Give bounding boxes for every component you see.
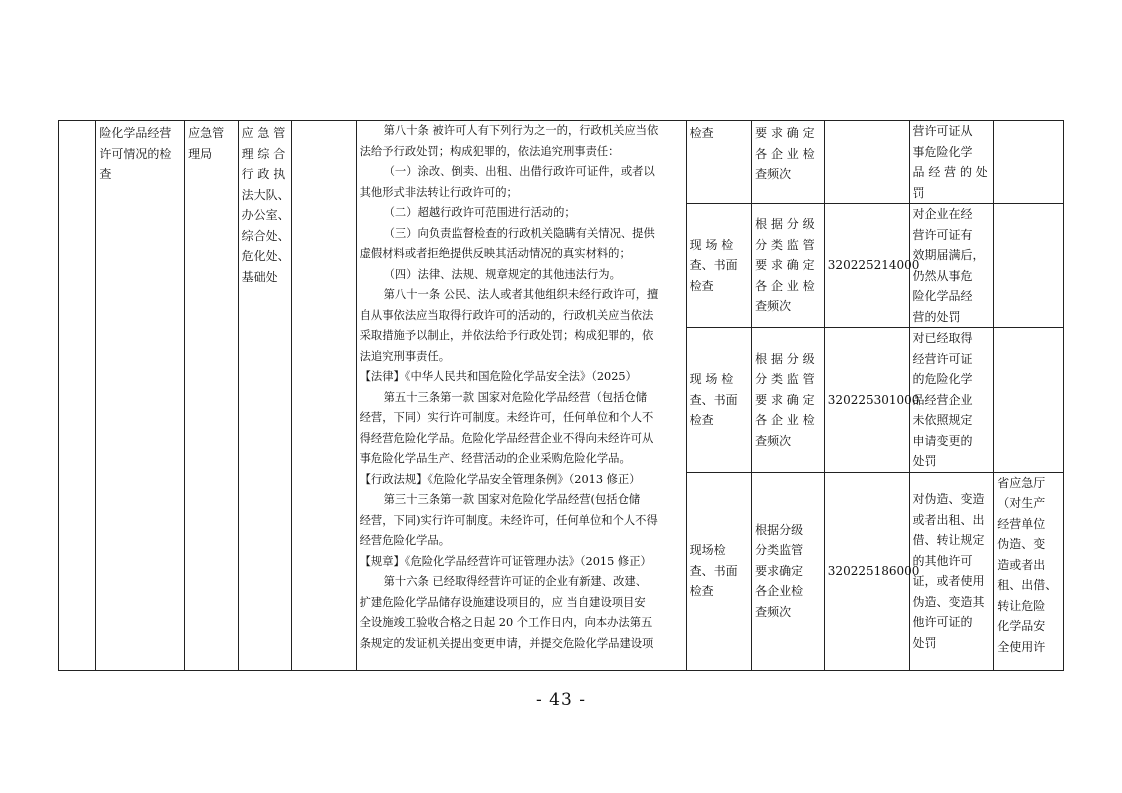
department-line: 理局 <box>188 146 213 161</box>
basis-paragraph: （一）涂改、倒卖、出租、出借行政许可证件，或者以 <box>383 165 655 178</box>
frequency-line: 分 类 监 管 <box>755 237 815 252</box>
check-method-line: 检查 <box>689 278 714 293</box>
matter-line: 对伪造、变造 <box>912 492 985 506</box>
office-line: 危化处、 <box>241 249 290 263</box>
frequency-line: 查频次 <box>755 433 792 448</box>
matter-line: 仍然从事危 <box>912 268 973 283</box>
code-cell <box>824 121 909 204</box>
frequency-cell <box>752 204 825 328</box>
matter-line: 未依照规定 <box>912 413 973 427</box>
basis-paragraph: 扩建危险化学品储存设施建设项目的，应 当自建设项目安 <box>359 595 646 609</box>
matter-line: 品经营企业 <box>912 392 973 407</box>
matter-line: 处罚 <box>912 454 937 468</box>
matter-line: 对企业在经 <box>912 207 973 221</box>
basis-heading-law: 【法律】《中华人民共和国危险化学品安全法》（2025） <box>359 370 637 383</box>
page-number: - 43 - <box>536 690 586 710</box>
matter-line: 处罚 <box>912 635 937 650</box>
check-method-line: 检查 <box>689 413 714 427</box>
responsible-line: 省应急厅 <box>997 475 1046 490</box>
basis-heading-regulation: 【行政法规】《危险化学品安全管理条例》（2013 修正） <box>359 472 641 486</box>
frequency-line: 要求确定 <box>755 563 804 578</box>
responsible-line: 全使用许 <box>997 639 1046 654</box>
responsible-line: （对生产 <box>997 496 1046 510</box>
matter-cell <box>909 121 994 204</box>
office-line: 办公室、 <box>241 208 290 222</box>
basis-paragraph: 第八十条 被许可人有下列行为之一的，行政机关应当依 <box>383 124 659 137</box>
responsible-line: 化学品安 <box>997 619 1046 633</box>
frequency-cell <box>752 121 825 204</box>
check-method-line: 查、书面 <box>689 258 738 273</box>
matter-line: 险化学品经 <box>912 289 973 303</box>
legal-basis-cell <box>356 121 686 671</box>
matter-line: 效期届满后， <box>912 248 985 262</box>
responsible-line: 经营单位 <box>997 516 1046 531</box>
matter-line: 的其他许可 <box>912 553 973 568</box>
responsible-line: 伪造、变 <box>997 537 1046 551</box>
frequency-line: 根 据 分 级 <box>755 351 815 366</box>
check-method-line: 检查 <box>689 126 714 140</box>
frequency-line: 各 企 业 检 <box>755 146 815 161</box>
frequency-line: 各 企 业 检 <box>755 278 815 293</box>
frequency-line: 查频次 <box>755 604 792 619</box>
check-method-line: 现 场 检 <box>689 237 734 252</box>
office-line: 行 政 执 <box>241 167 286 181</box>
check-method-line: 查、书面 <box>689 392 738 407</box>
frequency-line: 分 类 监 管 <box>755 372 815 386</box>
matter-line: 伪造、变造其 <box>912 594 985 609</box>
frequency-line: 要 求 确 定 <box>755 258 815 273</box>
basis-paragraph: 经营危险化学品。 <box>359 534 451 547</box>
matter-line: 证，或者使用 <box>912 574 985 588</box>
frequency-line: 根 据 分 级 <box>755 217 815 232</box>
basis-paragraph: 法追究刑事责任。 <box>359 349 451 363</box>
code-cell <box>824 472 920 670</box>
item-name-cell <box>96 121 185 671</box>
matter-cell <box>909 472 994 670</box>
responsible-cell <box>994 328 1064 473</box>
office-line: 基础处 <box>241 269 278 284</box>
responsible-cell <box>994 472 1064 670</box>
table-row <box>59 121 1064 204</box>
basis-paragraph: 事危险化学品生产、经营活动的企业采购危险化学品。 <box>359 452 631 465</box>
check-method-line: 现 场 检 <box>689 372 734 386</box>
responsible-line: 租、出借、 <box>997 578 1058 592</box>
frequency-line: 各企业检 <box>755 584 804 599</box>
basis-paragraph: 法给予行政处罚；构成犯罪的，依法追究刑事责任： <box>359 144 620 158</box>
frequency-line: 各 企 业 检 <box>755 413 815 427</box>
basis-paragraph: （四）法律、法规、规章规定的其他违法行为。 <box>383 267 621 281</box>
responsible-line: 造或者出 <box>997 557 1046 572</box>
frequency-cell <box>752 328 825 473</box>
responsible-line: 转让危险 <box>997 598 1046 613</box>
basis-paragraph: 第三十三条第一款 国家对危险化学品经营(包括仓储 <box>383 493 641 506</box>
matter-line: 营的处罚 <box>912 309 961 324</box>
frequency-line: 要 求 确 定 <box>755 126 815 140</box>
basis-paragraph: 条规定的发证机关提出变更申请，并提交危险化学品建设项 <box>359 636 654 650</box>
basis-paragraph: 第十六条 已经取得经营许可证的企业有新建、改建、 <box>383 575 648 588</box>
item-name-line: 查 <box>99 167 112 181</box>
check-method-line: 现场检 <box>689 543 726 558</box>
matter-line: 申请变更的 <box>912 433 973 448</box>
matter-line: 营许可证有 <box>912 227 973 242</box>
serial-number-cell <box>59 121 96 671</box>
item-name-line: 许可情况的检 <box>99 146 172 161</box>
enforcement-items-table <box>58 120 1064 671</box>
department-line: 应急管 <box>188 126 225 140</box>
basis-paragraph: 得经营危险化学品。危险化学品经营企业不得向未经许可从 <box>359 431 654 445</box>
code-cell <box>824 204 920 328</box>
basis-heading-rule: 【规章】《危险化学品经营许可证管理办法》（2015 修正） <box>359 554 652 568</box>
matter-line: 品 经 营 的 处 <box>912 165 988 179</box>
matter-cell <box>909 328 994 473</box>
basis-paragraph: 第五十三条第一款 国家对危险化学品经营（包括仓储 <box>383 390 648 404</box>
matter-line: 罚 <box>912 185 925 200</box>
code-cell <box>824 328 920 473</box>
basis-paragraph: 自从事依法应当取得行政许可的活动的，行政机关应当依法 <box>359 308 654 322</box>
frequency-cell <box>752 472 825 670</box>
office-line: 综合处、 <box>241 228 290 243</box>
basis-paragraph: 经营，下同)实行许可制度。未经许可，任何单位和个人不得 <box>359 513 658 527</box>
frequency-line: 要 求 确 定 <box>755 392 815 407</box>
code-value: 320225301000 <box>827 392 920 407</box>
basis-paragraph: 第八十一条 公民、法人或者其他组织未经行政许可，擅 <box>383 288 659 301</box>
matter-line: 营许可证从 <box>912 124 973 138</box>
basis-paragraph: 其他形式非法转让行政许可的； <box>359 185 518 199</box>
code-value: 320225214000 <box>827 258 920 273</box>
matter-line: 对已经取得 <box>912 331 973 345</box>
code-value: 320225186000 <box>827 563 920 578</box>
office-line: 法大队、 <box>241 187 290 202</box>
frequency-line: 根据分级 <box>755 522 804 537</box>
check-method-line: 查、书面 <box>689 563 738 578</box>
check-method-cell <box>686 204 752 328</box>
matter-line: 的危险化学 <box>912 372 973 386</box>
check-method-cell <box>686 328 752 473</box>
basis-paragraph: 虚假材料或者拒绝提供反映其活动情况的真实材料的； <box>359 247 631 260</box>
basis-paragraph: （三）向负责监督检查的行政机关隐瞒有关情况、提供 <box>383 226 655 240</box>
office-line: 应 急 管 <box>241 126 286 140</box>
check-method-cell <box>686 121 752 204</box>
department-cell <box>185 121 238 671</box>
basis-paragraph: 采取措施予以制止，并依法给予行政处罚；构成犯罪的，依 <box>359 329 654 342</box>
check-method-line: 检查 <box>689 584 714 599</box>
frequency-line: 分类监管 <box>755 543 804 558</box>
responsible-cell <box>994 121 1064 204</box>
matter-line: 借、转让规定 <box>912 533 985 547</box>
basis-paragraph: 全设施竣工验收合格之日起 20 个工作日内，向本办法第五 <box>359 616 653 629</box>
matter-line: 事危险化学 <box>912 144 973 159</box>
responsible-cell <box>994 204 1064 328</box>
implementing-office-cell <box>238 121 291 671</box>
basis-paragraph: （二）超越行政许可范围进行活动的； <box>383 206 576 219</box>
basis-paragraph: 经营，下同）实行许可制度。未经许可，任何单位和个人不 <box>359 411 654 424</box>
frequency-line: 查频次 <box>755 167 792 181</box>
frequency-line: 查频次 <box>755 299 792 314</box>
check-method-cell <box>686 472 752 670</box>
item-name-line: 险化学品经营 <box>99 126 172 140</box>
matter-line: 或者出租、出 <box>912 512 985 527</box>
blank-cell <box>292 121 357 671</box>
matter-cell <box>909 204 994 328</box>
matter-line: 他许可证的 <box>912 615 973 629</box>
matter-line: 经营许可证 <box>912 351 973 366</box>
office-line: 理 综 合 <box>241 146 286 161</box>
